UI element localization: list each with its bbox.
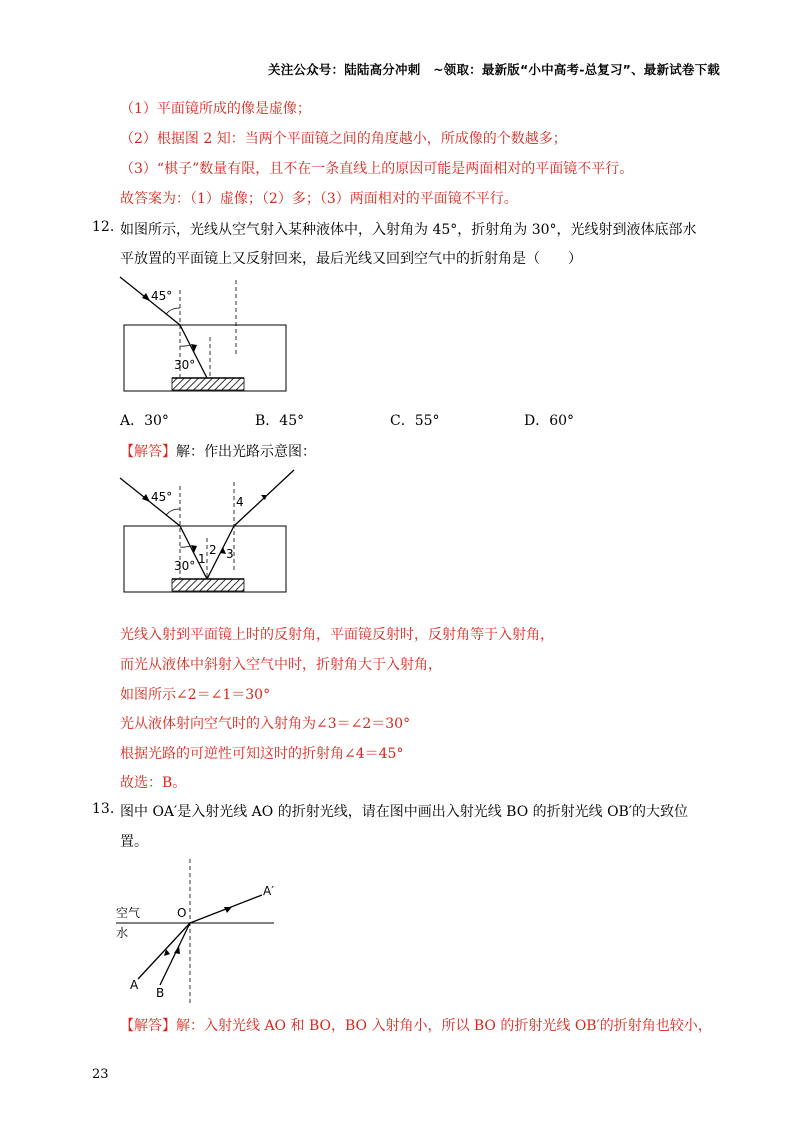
point-a-label: A bbox=[130, 978, 139, 992]
q12-solution-figure bbox=[110, 468, 300, 598]
angle-3-label: 3 bbox=[226, 547, 234, 561]
q12-final-choice: 故选：B。 bbox=[120, 775, 187, 791]
q13-stem-line-2: 置。 bbox=[120, 834, 148, 850]
q13-number: 13. bbox=[92, 801, 115, 817]
q13-answer bbox=[120, 1015, 712, 1035]
arrow-incident bbox=[142, 293, 150, 301]
q12-option-c: C．55° bbox=[390, 413, 440, 429]
water-label: 水 bbox=[116, 926, 129, 940]
q12-stem-line-1: 如图所示，光线从空气射入某种液体中，入射角为 45°，折射角为 30°，光线射到液体底部水 bbox=[120, 222, 697, 238]
q12-answer-heading bbox=[120, 441, 316, 461]
point-a-prime-label: A′ bbox=[263, 884, 274, 898]
q12-explanation-3: 如图所示∠2＝∠1＝30° bbox=[120, 687, 271, 703]
q13-figure bbox=[110, 855, 290, 1005]
point-o-label: O bbox=[177, 906, 187, 920]
angle-1-label: 1 bbox=[198, 552, 206, 566]
prev-answer-line-1: （1）平面镜所成的像是虚像； bbox=[120, 101, 311, 117]
q12-figure bbox=[110, 275, 300, 395]
q12-answer-tag: 【解答】 bbox=[120, 444, 176, 460]
angle-2-label: 2 bbox=[209, 543, 217, 557]
plane-mirror bbox=[172, 378, 244, 390]
plane-mirror bbox=[172, 579, 244, 591]
q12-option-d: D．60° bbox=[524, 413, 575, 429]
angle-45-label: 45° bbox=[151, 289, 173, 303]
incident-ray-bo bbox=[160, 923, 190, 985]
q12-explanation-1: 光线入射到平面镜上时的反射角，平面镜反射时，反射角等于入射角， bbox=[120, 627, 554, 643]
q12-number: 12. bbox=[92, 219, 115, 235]
q12-answer-intro: 解：作出光路示意图： bbox=[176, 444, 316, 460]
air-label: 空气 bbox=[116, 906, 141, 920]
q12-explanation-2: 而光从液体中斜射入空气中时，折射角大于入射角， bbox=[120, 657, 442, 673]
q12-explanation-5: 根据光路的可逆性可知这时的折射角∠4＝45° bbox=[120, 746, 404, 762]
point-b-label: B bbox=[156, 986, 165, 1000]
page-number: 23 bbox=[92, 1067, 109, 1082]
q12-stem-line-2: 平放置的平面镜上又反射回来，最后光线又回到空气中的折射角是（ ） bbox=[120, 251, 582, 267]
q13-answer-tag: 【解答】 bbox=[120, 1018, 176, 1034]
angle-4-label: 4 bbox=[236, 495, 244, 509]
prev-answer-line-2: （2）根据图 2 知：当两个平面镜之间的角度越小，所成像的个数越多； bbox=[120, 131, 567, 147]
angle-45-label: 45° bbox=[151, 490, 173, 504]
q12-option-b: B．45° bbox=[255, 413, 305, 429]
prev-answer-line-3: （3）“棋子”数量有限，且不在一条直线上的原因可能是两面相对的平面镜不平行。 bbox=[120, 161, 634, 177]
page-header: 关注公众号：陆陆高分冲刺 ~领取：最新版“小中高考-总复习”、最新试卷下载 bbox=[268, 62, 720, 77]
q13-answer-text: 解：入射光线 AO 和 BO，BO 入射角小，所以 BO 的折射光线 OB′的折射角也较小， bbox=[176, 1018, 712, 1034]
incident-ray-ao bbox=[138, 923, 190, 979]
angle-30-label: 30° bbox=[174, 559, 196, 573]
q12-explanation-4: 光从液体射向空气时的入射角为∠3＝∠2＝30° bbox=[120, 716, 411, 732]
prev-answer-summary: 故答案为：（1）虚像；（2）多；（3）两面相对的平面镜不平行。 bbox=[120, 191, 518, 207]
angle-30-label: 30° bbox=[174, 358, 196, 372]
q13-stem-line-1: 图中 OA′是入射光线 AO 的折射光线，请在图中画出入射光线 BO 的折射光线 OB′的大致位 bbox=[120, 804, 689, 820]
q12-option-a: A．30° bbox=[120, 413, 169, 429]
